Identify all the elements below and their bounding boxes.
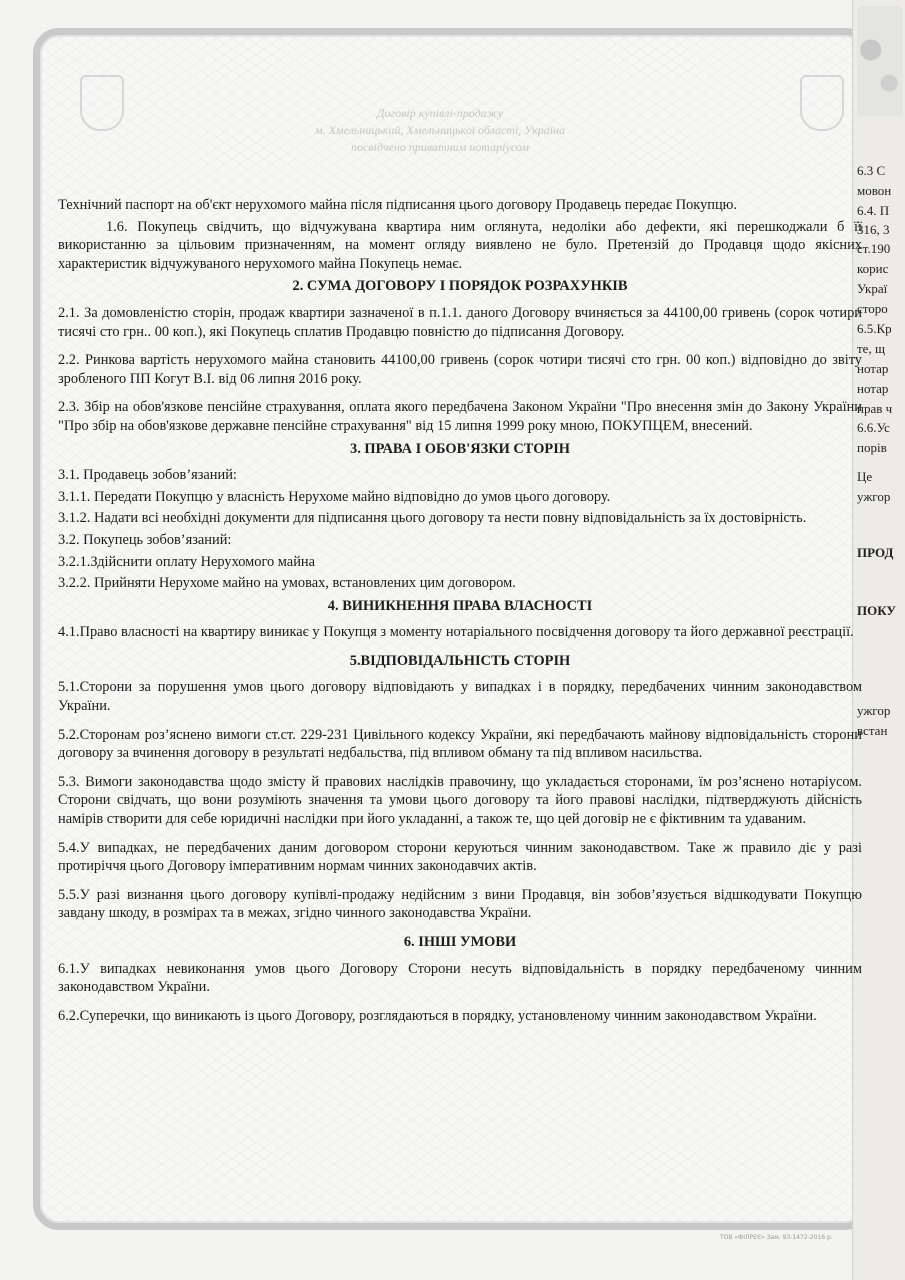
blank-print-code: ТОВ «ФІЛРЕЄ» Зам. 93-1472-2016 р. bbox=[720, 1234, 833, 1241]
blank-watermark-text bbox=[220, 105, 660, 156]
right-page-fragment: 6.6.Ус bbox=[857, 420, 890, 435]
clause-5-3: 5.3. Вимоги законодавства щодо змісту й правових наслідків правочину, що укладається сторонами, їм роз’яснено нотаріусом. Сторони свідчать, що вони розуміють значення та умови цього договору та його правові наслідки, підтверджують дійсність намірів створити для себе юридичні наслідки при його укладанні, а також те, що цей договір не є фіктивним та удаваним. bbox=[58, 773, 862, 828]
clause-3-2: 3.2. Покупець зобов’язаний: bbox=[58, 531, 232, 548]
right-page-fragment: 316, 3 bbox=[857, 222, 890, 237]
clause-3-2-1: 3.2.1.Здійснити оплату Нерухомого майна bbox=[58, 553, 315, 570]
clause-6-1: 6.1.У випадках невиконання умов цього Договору Сторони несуть відповідальність в порядку передбаченому чинним законодавством України. bbox=[58, 960, 862, 996]
right-page-fragment: Украї bbox=[857, 281, 888, 296]
right-page-fragment: те, щ bbox=[857, 341, 885, 356]
clause-5-5: 5.5.У разі визнання цього договору купівлі-продажу недійсним з вини Продавця, він зобов’язується відшкодувати Покупцю завдану шкоду, в розмірах та в межах, згідно чинного законодавства України. bbox=[58, 886, 862, 922]
right-page-fragment: ужгор bbox=[857, 703, 891, 718]
clause-3-1-2: 3.1.2. Надати всі необхідні документи для підписання цього договору та нести повну відповідальність за їх достовірність. bbox=[58, 510, 807, 527]
watermark-line: Договір купівлі-продажу bbox=[376, 106, 504, 120]
right-page-fragment: прав ч bbox=[857, 401, 893, 416]
right-page-fragment: сторо bbox=[857, 301, 888, 316]
right-page-fragment: порів bbox=[857, 440, 887, 455]
clause-2-1: 2.1. За домовленістю сторін, продаж квартири зазначеної в п.1.1. даного Договору вчиняється за 44100,00 гривень (сорок чотири тисячі сто грн.. 00 коп.), які Покупець сплатив Продавцю повністю до підписання Договору. bbox=[58, 304, 862, 340]
right-page-fragment: нотар bbox=[857, 381, 889, 396]
right-page-fragment: ст.190 bbox=[857, 241, 891, 256]
right-page-fragment: ПОКУ bbox=[857, 603, 896, 618]
right-page-fragment: 6.3 С bbox=[857, 163, 886, 178]
trident-emblem-right-icon bbox=[800, 75, 844, 131]
section-6-heading: 6. ІНШІ УМОВИ bbox=[403, 934, 517, 950]
section-4-heading: 4. ВИНИКНЕННЯ ПРАВА ВЛАСНОСТІ bbox=[327, 597, 593, 614]
right-page-fragment: ПРОД bbox=[857, 545, 894, 560]
right-page-fragment: корис bbox=[857, 261, 889, 276]
clause-3-2-2: 3.2.2. Прийняти Нерухоме майно на умовах, встановлених цим договором. bbox=[58, 575, 516, 592]
watermark-line: м. Хмельницький, Хмельницької області, Україна bbox=[315, 123, 565, 137]
section-3-heading: 3. ПРАВА І ОБОВ'ЯЗКИ СТОРІН bbox=[350, 440, 570, 457]
clause-6-2: 6.2.Суперечки, що виникають із цього Договору, розглядаються в порядку, установленому чинним законодавством України. bbox=[58, 1007, 817, 1024]
ornament-decoration-icon bbox=[857, 6, 903, 116]
watermark-line: посвідчено приватним нотаріусом bbox=[350, 140, 529, 154]
section-2-heading: 2. СУМА ДОГОВОРУ І ПОРЯДОК РОЗРАХУНКІВ bbox=[292, 278, 628, 295]
opening-paragraph: Технічний паспорт на об'єкт нерухомого майна після підписання цього договору Продавець передає Покупцю. bbox=[58, 197, 738, 213]
clause-5-1: 5.1.Сторони за порушення умов цього договору відповідають у випадках і в порядку, передбачених чинним законодавством України. bbox=[58, 679, 862, 715]
clause-5-4: 5.4.У випадках, не передбачених даним договором сторони керуються чинним законодавством. Таке ж правило діє у разі протиріччя цього Договору імперативним нормам чинних законодавчих актів. bbox=[58, 839, 862, 875]
right-page-fragment: нотар bbox=[857, 361, 889, 376]
contract-body bbox=[58, 196, 862, 1028]
right-page-fragment: мовон bbox=[857, 183, 892, 198]
clause-2-3: 2.3. Збір на обов'язкове пенсійне страхування, оплата якого передбачена Законом України "Про внесення змін до Закону України "Про збір на обов'язкове державне пенсійне страхування" від 15 липня 1999 року мною, ПОКУПЦЕМ, внесений. bbox=[58, 399, 862, 434]
clause-2-2: 2.2. Ринкова вартість нерухомого майна становить 44100,00 гривень (сорок чотири тисячі сто грн. 00 коп.) відповідно до звіту зробленого ПП Когут В.І. від 06 липня 2016 року. bbox=[58, 352, 862, 387]
trident-emblem-left-icon bbox=[80, 75, 124, 131]
right-page-fragment: ужгор bbox=[857, 489, 891, 504]
clause-3-1-1: 3.1.1. Передати Покупцю у власність Нерухоме майно відповідно до умов цього договору. bbox=[58, 488, 611, 505]
clause-4-1: 4.1.Право власності на квартиру виникає у Покупця з моменту нотаріального посвідчення договору та його державної реєстрації. bbox=[58, 624, 854, 641]
clause-1-6: 1.6. Покупець свідчить, що відчужувана квартира ним оглянута, недоліки або дефекти, які перешкоджали б її використанню за цільовим призначенням, на момент огляду виявлено не було. Претензій до Продавця щодо якісних характеристик відчужуваного нерухомого майна Покупець немає. bbox=[58, 218, 862, 272]
right-page-fragment: Це bbox=[857, 469, 873, 484]
right-page-fragment: 6.4. П bbox=[857, 203, 890, 218]
clause-5-2: 5.2.Сторонам роз’яснено вимоги ст.ст. 229-231 Цивільного кодексу України, які передбачають майнову відповідальність сторони договору за вчинення договору в результаті недбальства, під впливом обману та під впливом насильства. bbox=[58, 726, 862, 762]
right-page-fragment: встан bbox=[857, 723, 888, 738]
right-page-fragment: 6.5.Кр bbox=[857, 321, 892, 336]
clause-3-1: 3.1. Продавець зобов’язаний: bbox=[58, 467, 237, 484]
section-5-heading: 5.ВІДПОВІДАЛЬНІСТЬ СТОРІН bbox=[349, 652, 571, 669]
